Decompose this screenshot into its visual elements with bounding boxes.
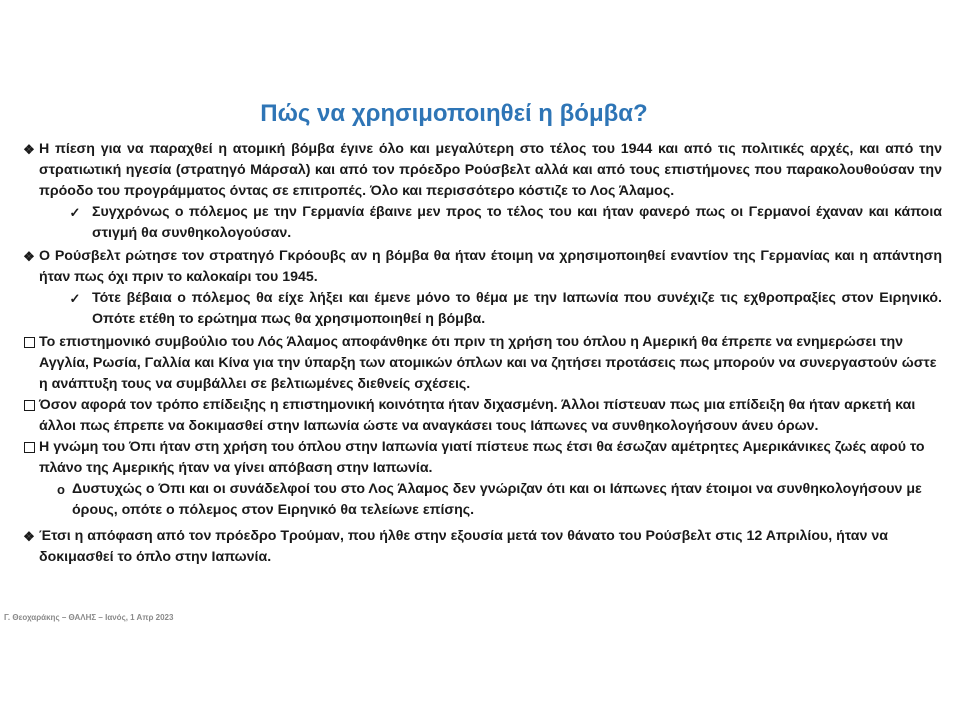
bullet-text: Ο Ρούσβελτ ρώτησε τον στρατηγό Γκρόουβς αν η βόμβα θα ήταν έτοιμη να χρησιμοποιηθεί εναντίον της Γερμανίας και η απάντηση ήταν πως όχι πριν το καλοκαίρι του 1945. [39,248,942,285]
diamond-bullet-icon: ❖ [23,529,35,544]
bullet-item [22,139,942,202]
square-bullet-icon [22,332,36,354]
diamond-bullet-icon: ❖ [23,249,35,264]
checkmark-icon: ✓ [69,291,81,306]
square-bullet-icon [22,437,36,459]
slide-footer: Γ. Θεοχαράκης – ΘΑΛΗΣ – Ιανός, 1 Απρ 2023 [4,613,174,622]
square-bullet-icon [22,395,36,417]
slide-content [22,139,942,568]
bullet-text: Η πίεση για να παραχθεί η ατομική βόμβα έγινε όλο και μεγαλύτερη στο τέλος του 1944 και από τις πολιτικές αρχές, και από την στρατιωτική ηγεσία (στρατηγό Μάρσαλ) και από τον πρόεδρο Ρούσβελτ αλλά και από τους επιστήμονες που παρακολουθούσαν την πρόοδο του προγράμματος όντας σε επιτροπές. Όλο και περισσότερο κόστιζε το Λος Άλαμος. [39,141,942,199]
slide-title: Πώς να χρησιμοποιηθεί η βόμβα? [260,100,648,127]
bullet-item [22,437,942,479]
bullet-text: Η γνώμη του Όπι ήταν στη χρήση του όπλου στην Ιαπωνία γιατί πίστευε πως έτσι θα έσωζαν αμέτρητες Αμερικάνικες ζωές αφού το πλάνο της Αμερικής ήταν να γίνει απόβαση στην Ιαπωνία. [39,439,925,476]
sub-bullet-item [22,479,942,521]
checkmark-icon: ✓ [69,205,81,220]
bullet-text: Τότε βέβαια ο πόλεμος θα είχε λήξει και έμενε μόνο το θέμα με την Ιαπωνία που συνέχιζε τις εχθροπραξίες στον Ειρηνικό. Οπότε ετέθη το ερώτημα πως θα χρησιμοποιηθεί η βόμβα. [92,290,942,327]
bullet-text: Όσον αφορά τον τρόπο επίδειξης η επιστημονική κοινότητα ήταν διχασμένη. Άλλοι πίστευαν πως μια επίδειξη θα ήταν αρκετή και άλλοι πως έπρεπε να δοκιμασθεί στην Ιαπωνία ώστε να αναγκάσει τους Ιάπωνες να συνθηκολογήσουν άνευ όρων. [39,397,916,434]
bullet-item [22,246,942,288]
bullet-text: Δυστυχώς ο Όπι και οι συνάδελφοί του στο Λος Άλαμος δεν γνώριζαν ότι και οι Ιάπωνες ήταν έτοιμοι να συνθηκολογήσουν με όρους, οπότε ο πόλεμος στον Ειρηνικό θα τελείωνε επίσης. [72,481,922,518]
bullet-text: Έτσι η απόφαση από τον πρόεδρο Τρούμαν, που ήλθε στην εξουσία μετά τον θάνατο του Ρούσβελτ στις 12 Απριλίου, ήταν να δοκιμασθεί το όπλο στην Ιαπωνία. [39,528,888,565]
bullet-item [22,395,942,437]
sub-bullet-item [22,202,942,244]
sub-bullet-item [22,288,942,330]
bullet-text: Το επιστημονικό συμβούλιο του Λός Άλαμος αποφάνθηκε ότι πριν τη χρήση του όπλου η Αμερική θα έπρεπε να ενημερώσει την Αγγλία, Ρωσία, Γαλλία και Κίνα για την ύπαρξη των ατομικών όπλων και να ζητήσει προτάσεις πως μπορούν να συνεργαστούν ώστε η ανάπτυξη τους να συμβάλλει σε βελτιωμένες διεθνείς σχέσεις. [39,334,937,392]
bullet-text: Συγχρόνως ο πόλεμος με την Γερμανία έβαινε μεν προς το τέλος του και ήταν φανερό πως οι Γερμανοί έχαναν και κάποια στιγμή θα συνθηκολογούσαν. [92,204,942,241]
diamond-bullet-icon: ❖ [23,142,35,157]
bullet-item [22,526,942,568]
bullet-item [22,332,942,395]
circle-bullet-icon: o [57,482,65,497]
